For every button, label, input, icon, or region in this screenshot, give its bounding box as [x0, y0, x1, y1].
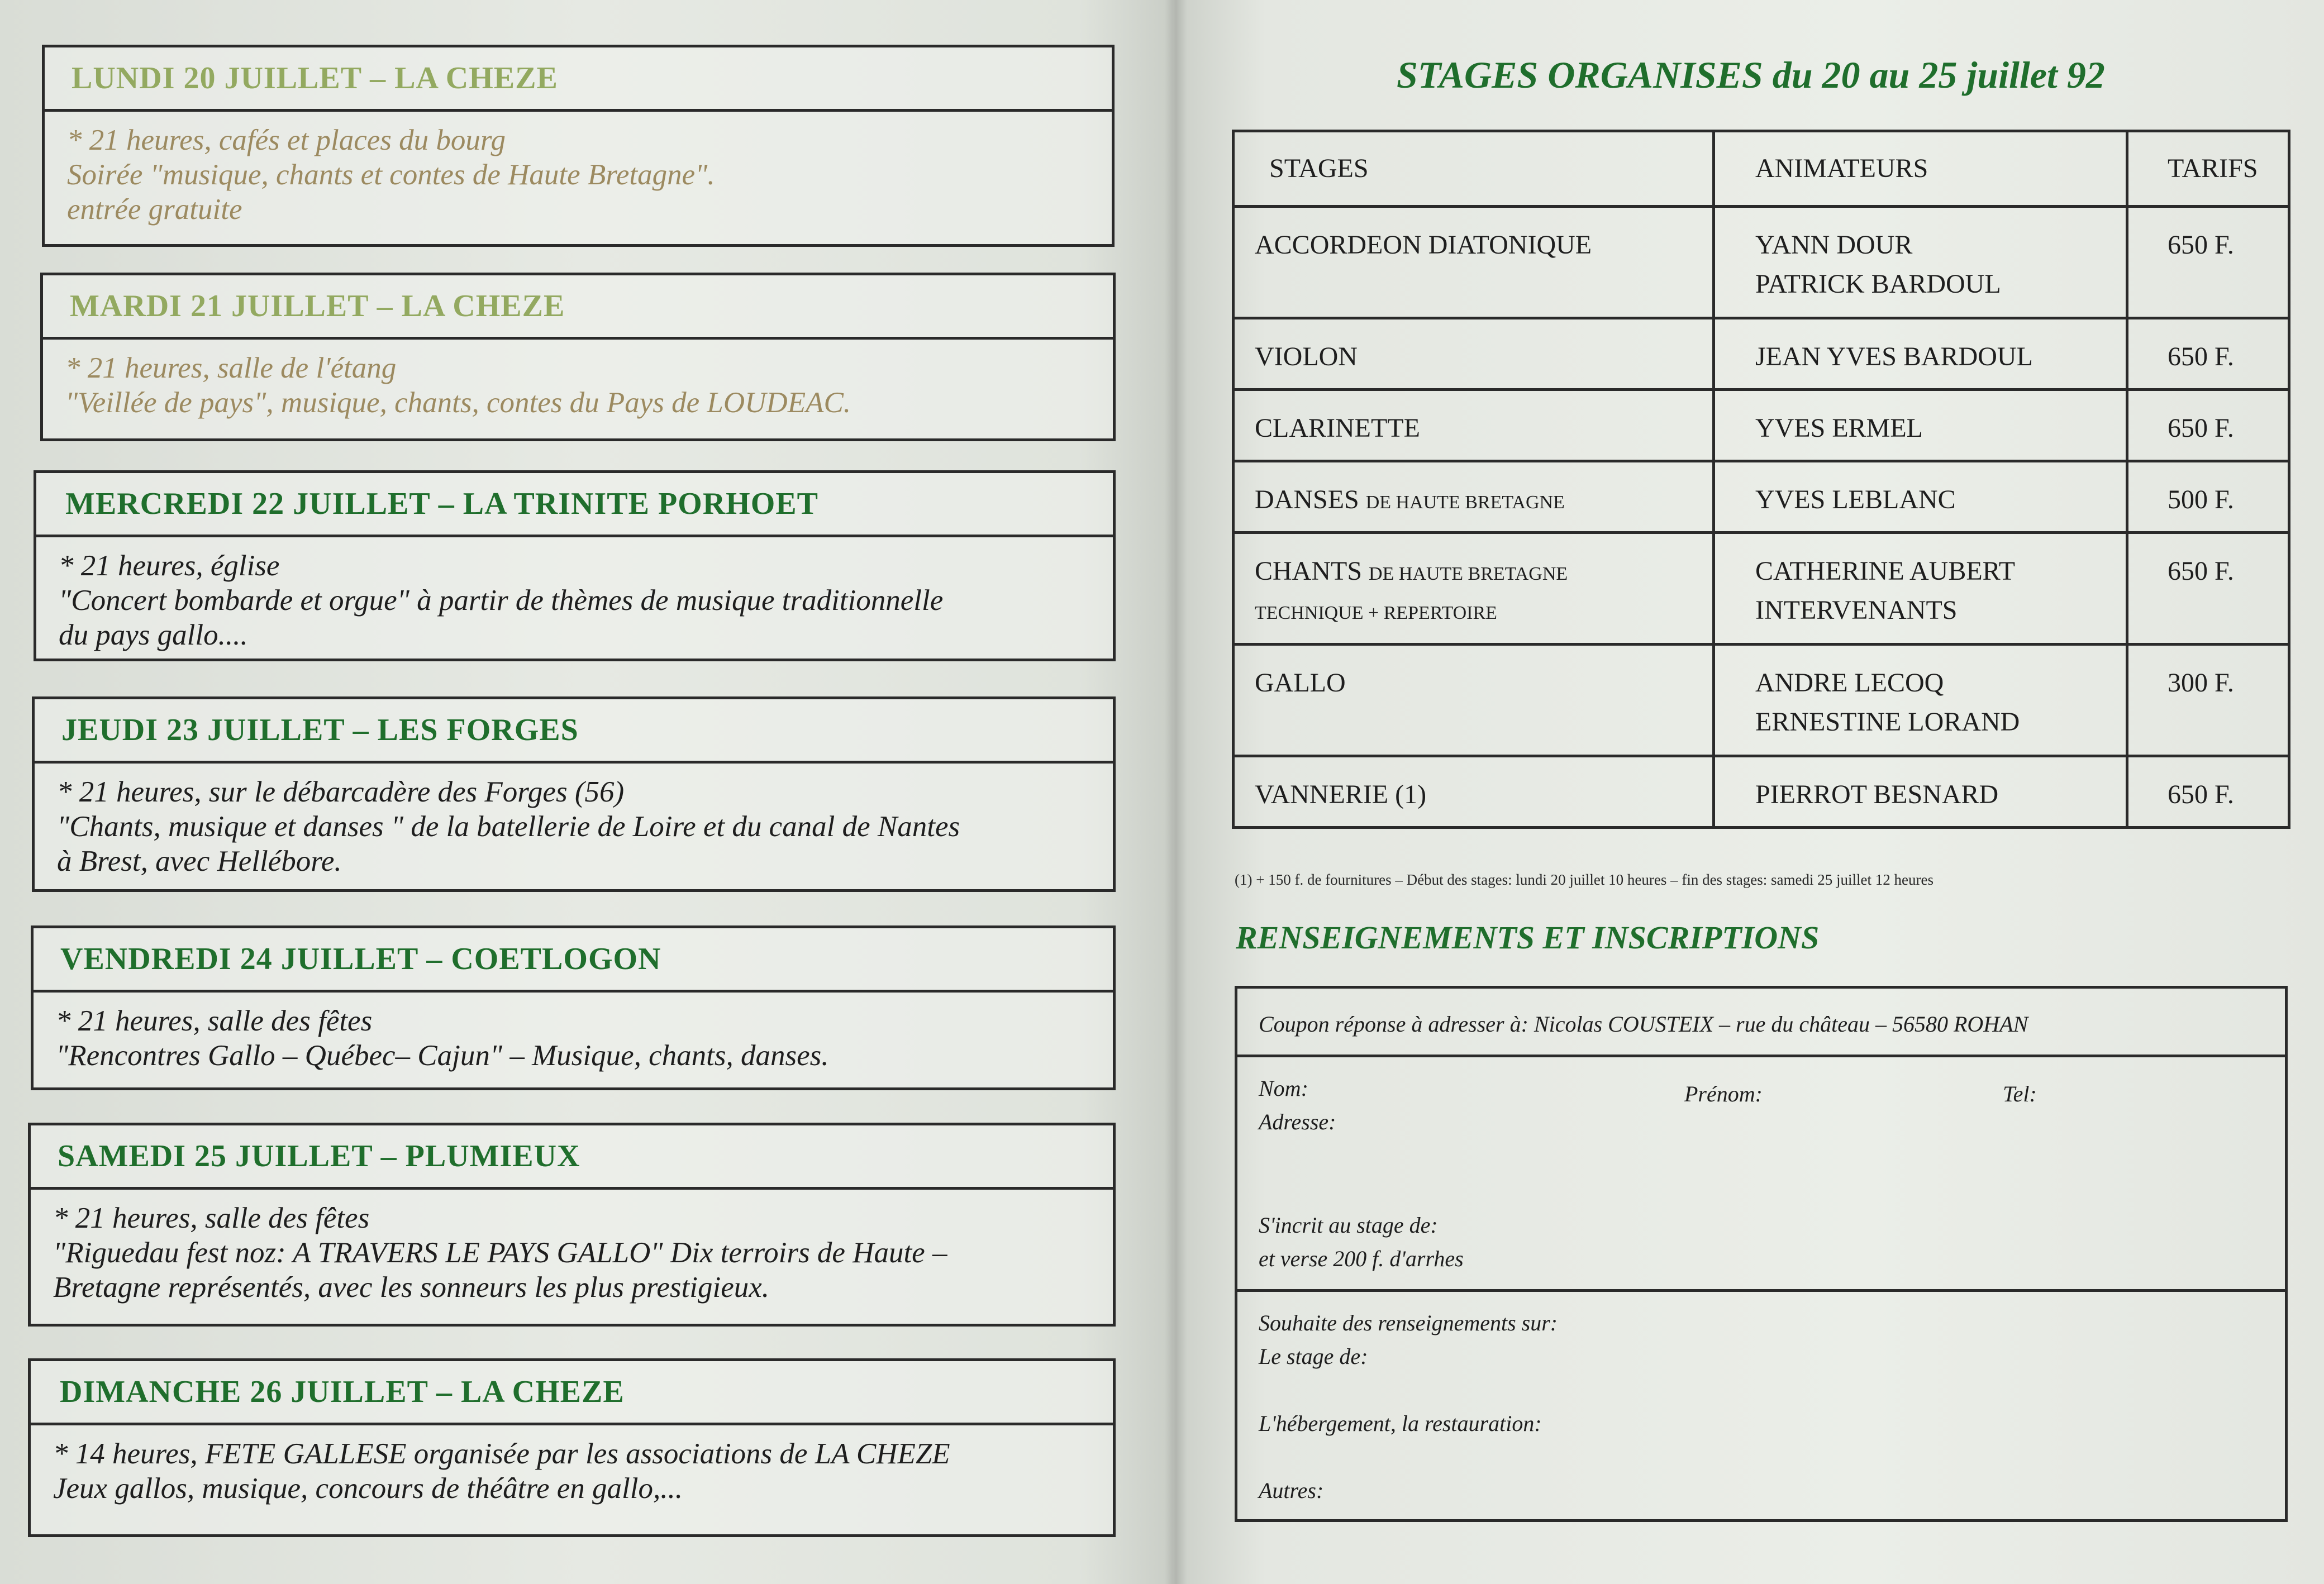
- table-row: [1234, 390, 2289, 461]
- adresse-label: Adresse:: [1259, 1109, 1336, 1134]
- event-line: * 21 heures, cafés et places du bourg: [67, 124, 506, 156]
- stage-name: CHANTS: [1255, 556, 1363, 586]
- info-title: RENSEIGNEMENTS ET INSCRIPTIONS: [1236, 919, 1820, 956]
- animateur: YVES LEBLANC: [1755, 485, 1956, 514]
- stage-cell: [1234, 461, 1714, 533]
- event-monday: [42, 45, 1115, 247]
- animateur: YANN DOUR: [1755, 230, 1913, 260]
- stage-cell: [1234, 645, 1714, 756]
- animateurs-cell: [1714, 390, 2127, 461]
- header-animateurs: ANIMATEURS: [1714, 131, 2127, 207]
- stage-name: VIOLON: [1255, 342, 1358, 371]
- animateur: ANDRE LECOQ: [1755, 668, 1944, 698]
- animateurs-cell: [1714, 318, 2127, 390]
- stage-cell: [1234, 756, 1714, 828]
- animateurs-cell: [1714, 207, 2127, 318]
- coupon-address: Coupon réponse à adresser à: Nicolas COUSTEIX – rue du château – 56580 ROHAN: [1259, 1012, 2028, 1037]
- event-line: du pays gallo....: [59, 619, 248, 651]
- event-line: * 21 heures, salle des fêtes: [56, 1005, 373, 1037]
- price-cell: 650 F.: [2127, 207, 2289, 318]
- stage-name: ACCORDEON DIATONIQUE: [1255, 230, 1592, 260]
- event-line: Bretagne représentés, avec les sonneurs les plus prestigieux.: [53, 1271, 770, 1304]
- event-line: à Brest, avec Hellébore.: [57, 845, 342, 877]
- coupon-form: [1235, 986, 2288, 1522]
- event-sunday: [28, 1358, 1116, 1537]
- stage-subtitle: DE HAUTE BRETAGNE: [1369, 564, 1568, 584]
- stage-detail: TECHNIQUE + REPERTOIRE: [1255, 603, 1497, 623]
- tel-label: Tel:: [2003, 1081, 2037, 1106]
- souhaite-label: Souhaite des renseignements sur:: [1259, 1310, 1558, 1335]
- nom-label: Nom:: [1259, 1076, 1308, 1101]
- event-line: * 21 heures, salle de l'étang: [65, 352, 397, 384]
- event-line: * 21 heures, salle des fêtes: [53, 1202, 370, 1234]
- animateur: CATHERINE AUBERT: [1755, 556, 2016, 586]
- event-wednesday: [34, 470, 1116, 661]
- animateur: INTERVENANTS: [1755, 595, 1958, 625]
- event-tuesday: [40, 273, 1116, 441]
- event-details: [28, 1187, 1116, 1327]
- event-title: VENDREDI 24 JUILLET – COETLOGON: [31, 925, 1116, 993]
- event-saturday: [28, 1123, 1116, 1327]
- event-line: Jeux gallos, musique, concours de théâtre en gallo,...: [53, 1472, 683, 1505]
- stages-title: STAGES ORGANISES du 20 au 25 juillet 92: [1397, 54, 2105, 96]
- prenom-label: Prénom:: [1684, 1081, 1763, 1106]
- event-line: * 21 heures, église: [59, 550, 280, 582]
- animateurs-cell: [1714, 645, 2127, 756]
- stages-table: [1232, 130, 2290, 829]
- divider: [1237, 1055, 2285, 1057]
- event-details: [34, 535, 1116, 661]
- stage-subtitle: DE HAUTE BRETAGNE: [1365, 492, 1565, 513]
- event-line: * 14 heures, FETE GALLESE organisée par les associations de LA CHEZE: [53, 1438, 950, 1470]
- animateur: ERNESTINE LORAND: [1755, 707, 2020, 737]
- stage-cell: [1234, 533, 1714, 645]
- table-row: [1234, 461, 2289, 533]
- animateur: YVES ERMEL: [1755, 413, 1923, 443]
- stage-cell: [1234, 207, 1714, 318]
- event-title: MARDI 21 JUILLET – LA CHEZE: [40, 273, 1116, 340]
- event-line: "Veillée de pays", musique, chants, contes du Pays de LOUDEAC.: [65, 387, 851, 419]
- price-cell: 650 F.: [2127, 318, 2289, 390]
- event-line: "Rencontres Gallo – Québec– Cajun" – Musique, chants, danses.: [56, 1039, 829, 1072]
- event-title: MERCREDI 22 JUILLET – LA TRINITE PORHOET: [34, 470, 1116, 537]
- event-details: [32, 761, 1116, 892]
- animateurs-cell: [1714, 756, 2127, 828]
- divider: [1237, 1289, 2285, 1292]
- stage-name: GALLO: [1255, 668, 1346, 698]
- event-title: DIMANCHE 26 JUILLET – LA CHEZE: [28, 1358, 1116, 1425]
- event-details: [28, 1423, 1116, 1537]
- hebergement-label: L'hébergement, la restauration:: [1259, 1411, 1542, 1436]
- table-row: [1234, 207, 2289, 318]
- arrhes-label: et verse 200 f. d'arrhes: [1259, 1246, 1464, 1271]
- stage-name: CLARINETTE: [1255, 413, 1420, 443]
- event-line: Soirée "musique, chants et contes de Haute Bretagne".: [67, 159, 715, 191]
- animateurs-cell: [1714, 533, 2127, 645]
- footnote: (1) + 150 f. de fournitures – Début des stages: lundi 20 juillet 10 heures – fin des stages: samedi 25 juillet 12 heures: [1235, 871, 1934, 888]
- event-thursday: [32, 696, 1116, 892]
- event-details: [40, 337, 1116, 441]
- price-cell: 650 F.: [2127, 533, 2289, 645]
- header-stages: STAGES: [1234, 131, 1714, 207]
- animateurs-cell: [1714, 461, 2127, 533]
- event-line: * 21 heures, sur le débarcadère des Forges (56): [57, 776, 625, 808]
- event-line: "Riguedau fest noz: A TRAVERS LE PAYS GALLO" Dix terroirs de Haute –: [53, 1237, 947, 1269]
- event-title: JEUDI 23 JUILLET – LES FORGES: [32, 696, 1116, 764]
- table-row: [1234, 756, 2289, 828]
- event-friday: [31, 925, 1116, 1090]
- stage-name: DANSES: [1255, 485, 1359, 514]
- event-details: [42, 109, 1115, 247]
- event-details: [31, 990, 1116, 1090]
- price-cell: 650 F.: [2127, 390, 2289, 461]
- event-line: "Concert bombarde et orgue" à partir de thèmes de musique traditionnelle: [59, 584, 944, 617]
- stage-cell: [1234, 318, 1714, 390]
- stage-label: S'incrit au stage de:: [1259, 1213, 1438, 1238]
- price-cell: 650 F.: [2127, 756, 2289, 828]
- table-row: [1234, 318, 2289, 390]
- event-line: "Chants, musique et danses " de la batellerie de Loire et du canal de Nantes: [57, 810, 960, 843]
- header-tarifs: TARIFS: [2127, 131, 2289, 207]
- stage-cell: [1234, 390, 1714, 461]
- stage-name: VANNERIE (1): [1255, 780, 1427, 809]
- animateur: PIERROT BESNARD: [1755, 780, 1999, 809]
- table-row: [1234, 533, 2289, 645]
- event-title: LUNDI 20 JUILLET – LA CHEZE: [42, 45, 1115, 112]
- page-fold: [1165, 0, 1187, 1584]
- le-stage-label: Le stage de:: [1259, 1344, 1368, 1369]
- autres-label: Autres:: [1259, 1478, 1324, 1503]
- table-row: [1234, 645, 2289, 756]
- animateur: PATRICK BARDOUL: [1755, 269, 2001, 299]
- event-title: SAMEDI 25 JUILLET – PLUMIEUX: [28, 1123, 1116, 1190]
- price-cell: 300 F.: [2127, 645, 2289, 756]
- table-header-row: [1234, 131, 2289, 207]
- price-cell: 500 F.: [2127, 461, 2289, 533]
- animateur: JEAN YVES BARDOUL: [1755, 342, 2033, 371]
- event-line: entrée gratuite: [67, 193, 242, 226]
